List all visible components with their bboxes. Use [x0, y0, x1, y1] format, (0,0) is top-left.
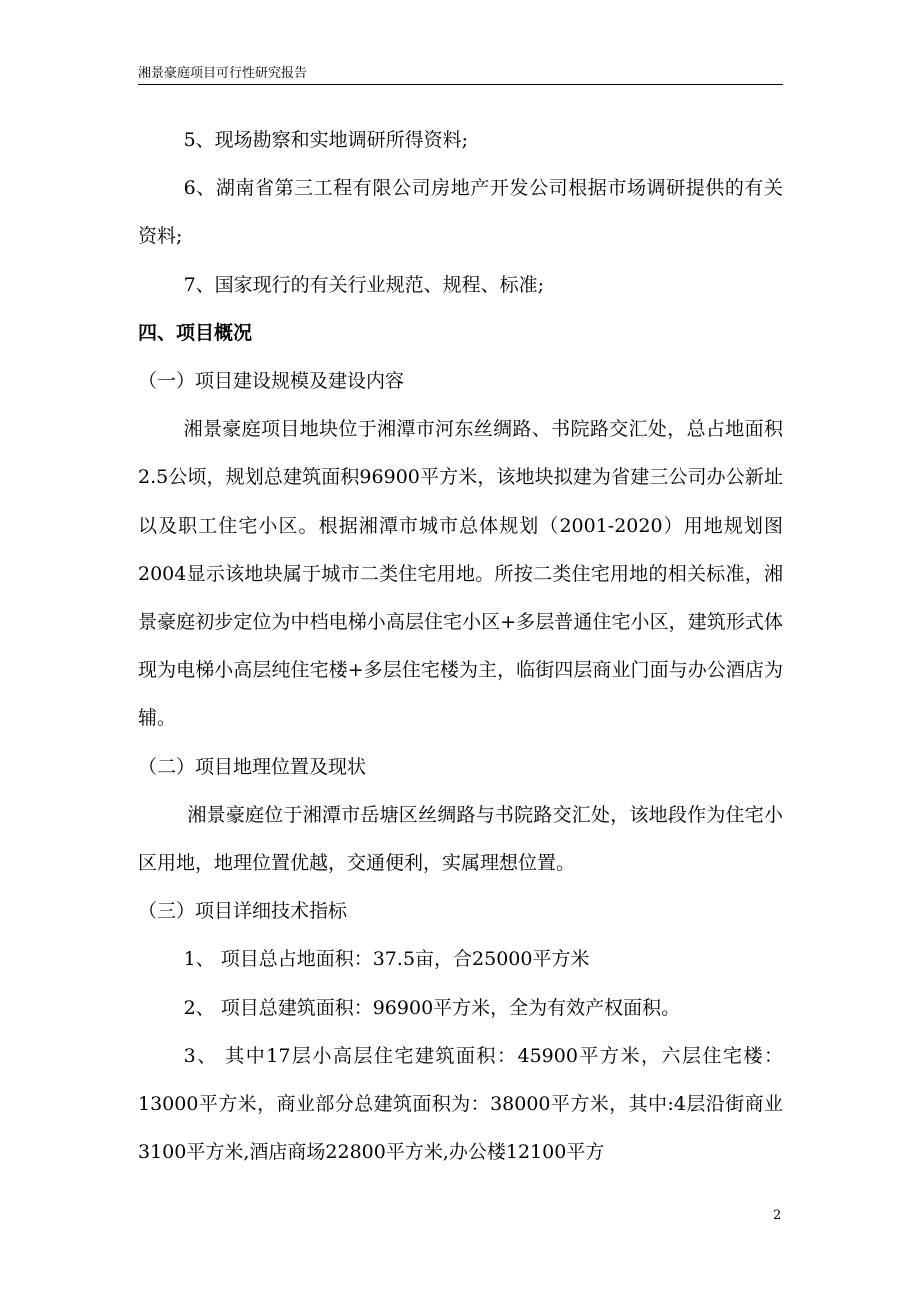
list-item-7: 7、国家现行的有关行业规范、规程、标准; [183, 273, 545, 296]
paragraph-scale: 湘景豪庭项目地块位于湘潭市河东丝绸路、书院路交汇处，总占地面积2.5公顷，规划总建筑面积96900平方米，该地块拟建为省建三公司办公新址以及职工住宅小区。根据湘潭市城市总体规划（2001-2020）用地规划图2004显示该地块属于城市二类住宅用地。所按二类住宅用地的相关标准，湘景豪庭初步定位为中档电梯小高层住宅小区+多层普通住宅小区，建筑形式体现为电梯小高层纯住宅楼+多层住宅楼为主，临街四层商业门面与办公酒店为辅。 [138, 418, 783, 730]
subsection-heading-3: （三）项目详细技术指标 [138, 900, 348, 923]
paragraph-location: 湘景豪庭位于湘潭市岳塘区丝绸路与书院路交汇处，该地段作为住宅小区用地，地理位置优越，交通便利，实属理想位置。 [138, 803, 783, 875]
indicator-item-1: 1、 项目总占地面积：37.5亩，合25000平方米 [183, 948, 590, 971]
list-item-6: 6、湖南省第三工程有限公司房地产开发公司根据市场调研提供的有关资料; [138, 177, 783, 248]
indicator-item-2: 2、 项目总建筑面积：96900平方米，全为有效产权面积。 [183, 996, 681, 1019]
document-body [138, 116, 783, 1176]
running-header: 湘景豪庭项目可行性研究报告 [138, 66, 308, 81]
indicator-item-3: 3、 其中17层小高层住宅建筑面积：45900平方米，六层住宅楼：13000平方米，商业部分总建筑面积为：38000平方米，其中:4层沿街商业3100平方米,酒店商场22800平方米,办公楼12100平方 [138, 1044, 783, 1164]
subsection-heading-2: （二）项目地理位置及现状 [138, 755, 367, 778]
page-number: 2 [773, 1208, 782, 1223]
list-item-5: 5、现场勘察和实地调研所得资料; [183, 129, 469, 151]
subsection-heading-1: （一）项目建设规模及建设内容 [138, 370, 405, 393]
section-heading-4: 四、项目概况 [138, 321, 253, 344]
header-divider [138, 84, 783, 85]
